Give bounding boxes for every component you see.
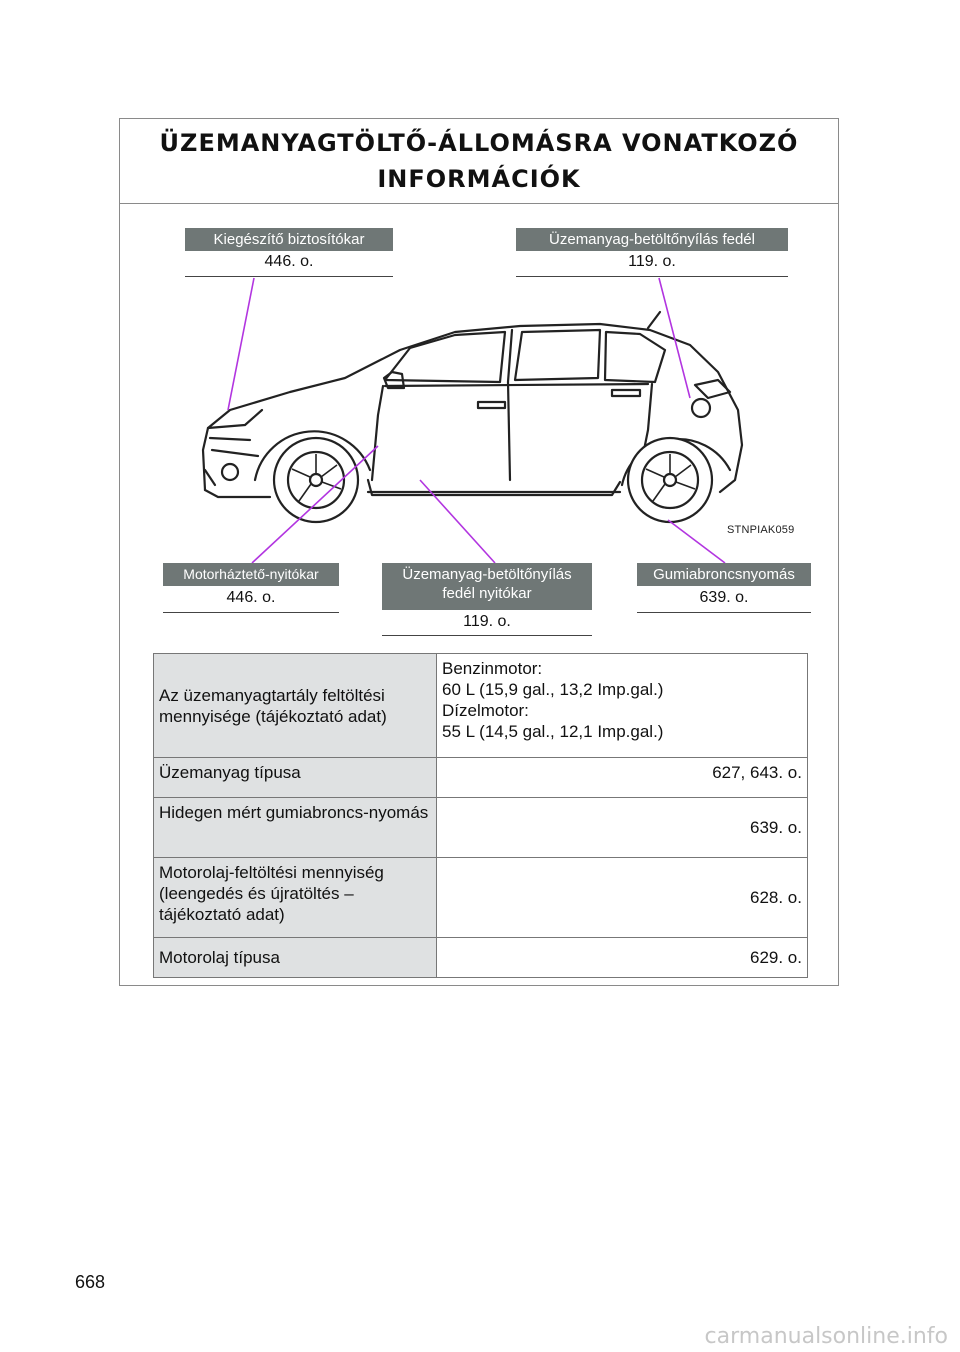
pointer-tire-pressure: [668, 520, 725, 563]
callout-rule: [516, 276, 788, 277]
table-row: [154, 798, 808, 858]
table-key: Motorolaj típusa: [154, 938, 437, 978]
callout-rule: [382, 635, 592, 636]
info-table: [153, 653, 808, 978]
table-row: [154, 758, 808, 798]
table-value: Benzinmotor: 60 L (15,9 gal., 13,2 Imp.gal.) Dízelmotor: 55 L (14,5 gal., 12,1 Imp.gal.): [437, 654, 808, 758]
table-value: 639. o.: [437, 798, 808, 858]
callout-rule: [637, 612, 811, 613]
callout-accessory-opener-page: 446. o.: [264, 253, 314, 270]
table-row: [154, 858, 808, 938]
image-code: STNPIAK059: [727, 524, 795, 536]
callout-hood-opener-label: Motorháztető-nyitókar: [163, 563, 339, 586]
table-value: 627, 643. o.: [437, 758, 808, 798]
callout-fuel-door-label: Üzemanyag-betöltőnyílás fedél: [516, 228, 788, 251]
table-value: 629. o.: [437, 938, 808, 978]
callout-tire-pressure-page: 639. o.: [699, 589, 749, 606]
callout-hood-opener-page: 446. o.: [226, 589, 276, 606]
page-title: ÜZEMANYAGTÖLTŐ-ÁLLOMÁSRA VONATKOZÓ INFORMÁCIÓK: [120, 119, 838, 204]
pointer-fuel-door: [659, 278, 690, 398]
table-key: Üzemanyag típusa: [154, 758, 437, 798]
pointer-accessory-opener: [228, 278, 254, 410]
callout-fuel-door-page: 119. o.: [628, 253, 676, 270]
table-row: [154, 654, 808, 758]
footer-watermark[interactable]: carmanualsonline.info: [704, 1324, 948, 1349]
table-key: Az üzemanyagtartály feltöltési mennyisége (tájékoztató adat): [154, 654, 437, 758]
table-value: 628. o.: [437, 858, 808, 938]
callout-accessory-opener-label: Kiegészítő biztosítókar: [185, 228, 393, 251]
callout-fuel-door-opener-page: 119. o.: [463, 613, 511, 630]
callout-tire-pressure-label: Gumiabroncsnyomás: [637, 563, 811, 586]
table-row: [154, 938, 808, 978]
callout-fuel-door-opener-label: Üzemanyag-betöltőnyílás fedél nyitókar: [382, 563, 592, 610]
page-number: 668: [75, 1272, 106, 1292]
table-key: Motorolaj-feltöltési mennyiség (leengedés és újratöltés – tájékoztató adat): [154, 858, 437, 938]
callout-rule: [185, 276, 393, 277]
callout-rule: [163, 612, 339, 613]
table-key: Hidegen mért gumiabroncs-nyomás: [154, 798, 437, 858]
